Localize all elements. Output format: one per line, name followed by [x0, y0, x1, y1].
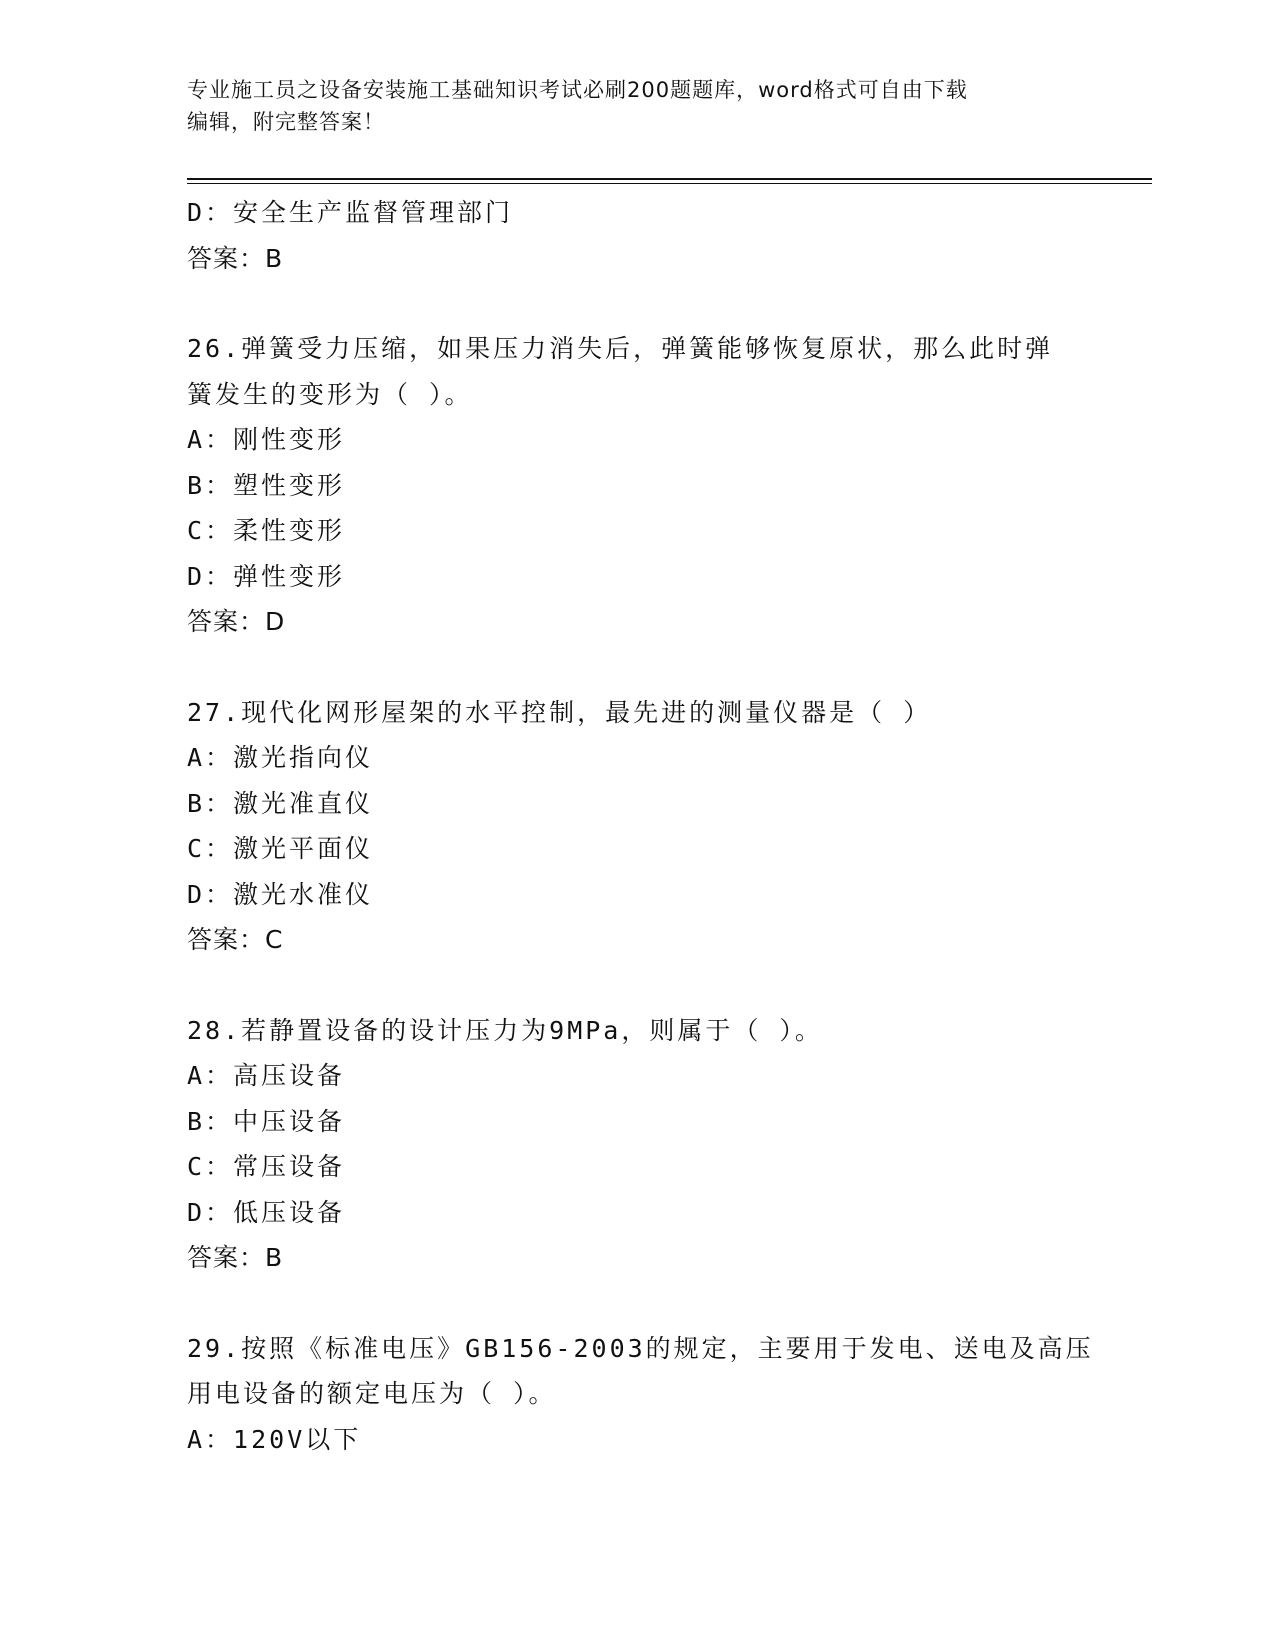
option-d: D：激光水准仪 — [187, 879, 374, 909]
option-d: D：安全生产监督管理部门 — [187, 198, 514, 227]
answer-line: 答案：D — [187, 607, 286, 636]
option-b: B：激光准直仪 — [187, 788, 374, 818]
question-26 — [187, 326, 1087, 645]
option-c: C：柔性变形 — [187, 516, 346, 545]
option-c: C：常压设备 — [187, 1152, 346, 1181]
question-stem-continued: 用电设备的额定电压为（ ）。 — [187, 1379, 557, 1408]
spacer — [187, 645, 1087, 690]
question-stem: 27.现代化网形屋架的水平控制，最先进的测量仪器是（ ） — [187, 697, 932, 727]
header-line-2: 编辑，附完整答案！ — [187, 110, 385, 134]
question-27 — [187, 690, 1087, 963]
spacer — [187, 1281, 1087, 1326]
answer-line: 答案：C — [187, 925, 284, 954]
spacer — [187, 963, 1087, 1008]
option-b: B：塑性变形 — [187, 470, 346, 500]
question-stem: 29.按照《标准电压》GB156-2003的规定，主要用于发电、送电及高压 — [187, 1333, 1094, 1363]
option-b: B：中压设备 — [187, 1106, 346, 1136]
option-d: D：低压设备 — [187, 1197, 346, 1227]
option-d: D：弹性变形 — [187, 561, 346, 591]
question-stem-continued: 簧发生的变形为（ ）。 — [187, 379, 473, 409]
option-a: A：120V以下 — [187, 1424, 362, 1454]
answer-line: 答案：B — [187, 1243, 284, 1272]
previous-question-tail — [187, 190, 1087, 281]
header-divider-thick — [187, 178, 1152, 180]
option-a: A：刚性变形 — [187, 425, 346, 454]
option-c: C：激光平面仪 — [187, 834, 374, 863]
answer-line: 答案：B — [187, 243, 284, 273]
spacer — [187, 281, 1087, 326]
header-divider-thin — [187, 183, 1152, 184]
question-28 — [187, 1008, 1087, 1281]
question-29 — [187, 1326, 1094, 1463]
question-stem: 26.弹簧受力压缩，如果压力消失后，弹簧能够恢复原状，那么此时弹 — [187, 334, 1054, 363]
option-a: A：高压设备 — [187, 1061, 346, 1090]
question-stem: 28.若静置设备的设计压力为9MPa，则属于（ ）。 — [187, 1015, 823, 1045]
page-header — [187, 74, 1067, 138]
header-line-1: 专业施工员之设备安装施工基础知识考试必刷200题题库，word格式可自由下载 — [187, 78, 968, 102]
document-body — [187, 190, 1094, 1462]
option-a: A：激光指向仪 — [187, 743, 374, 772]
